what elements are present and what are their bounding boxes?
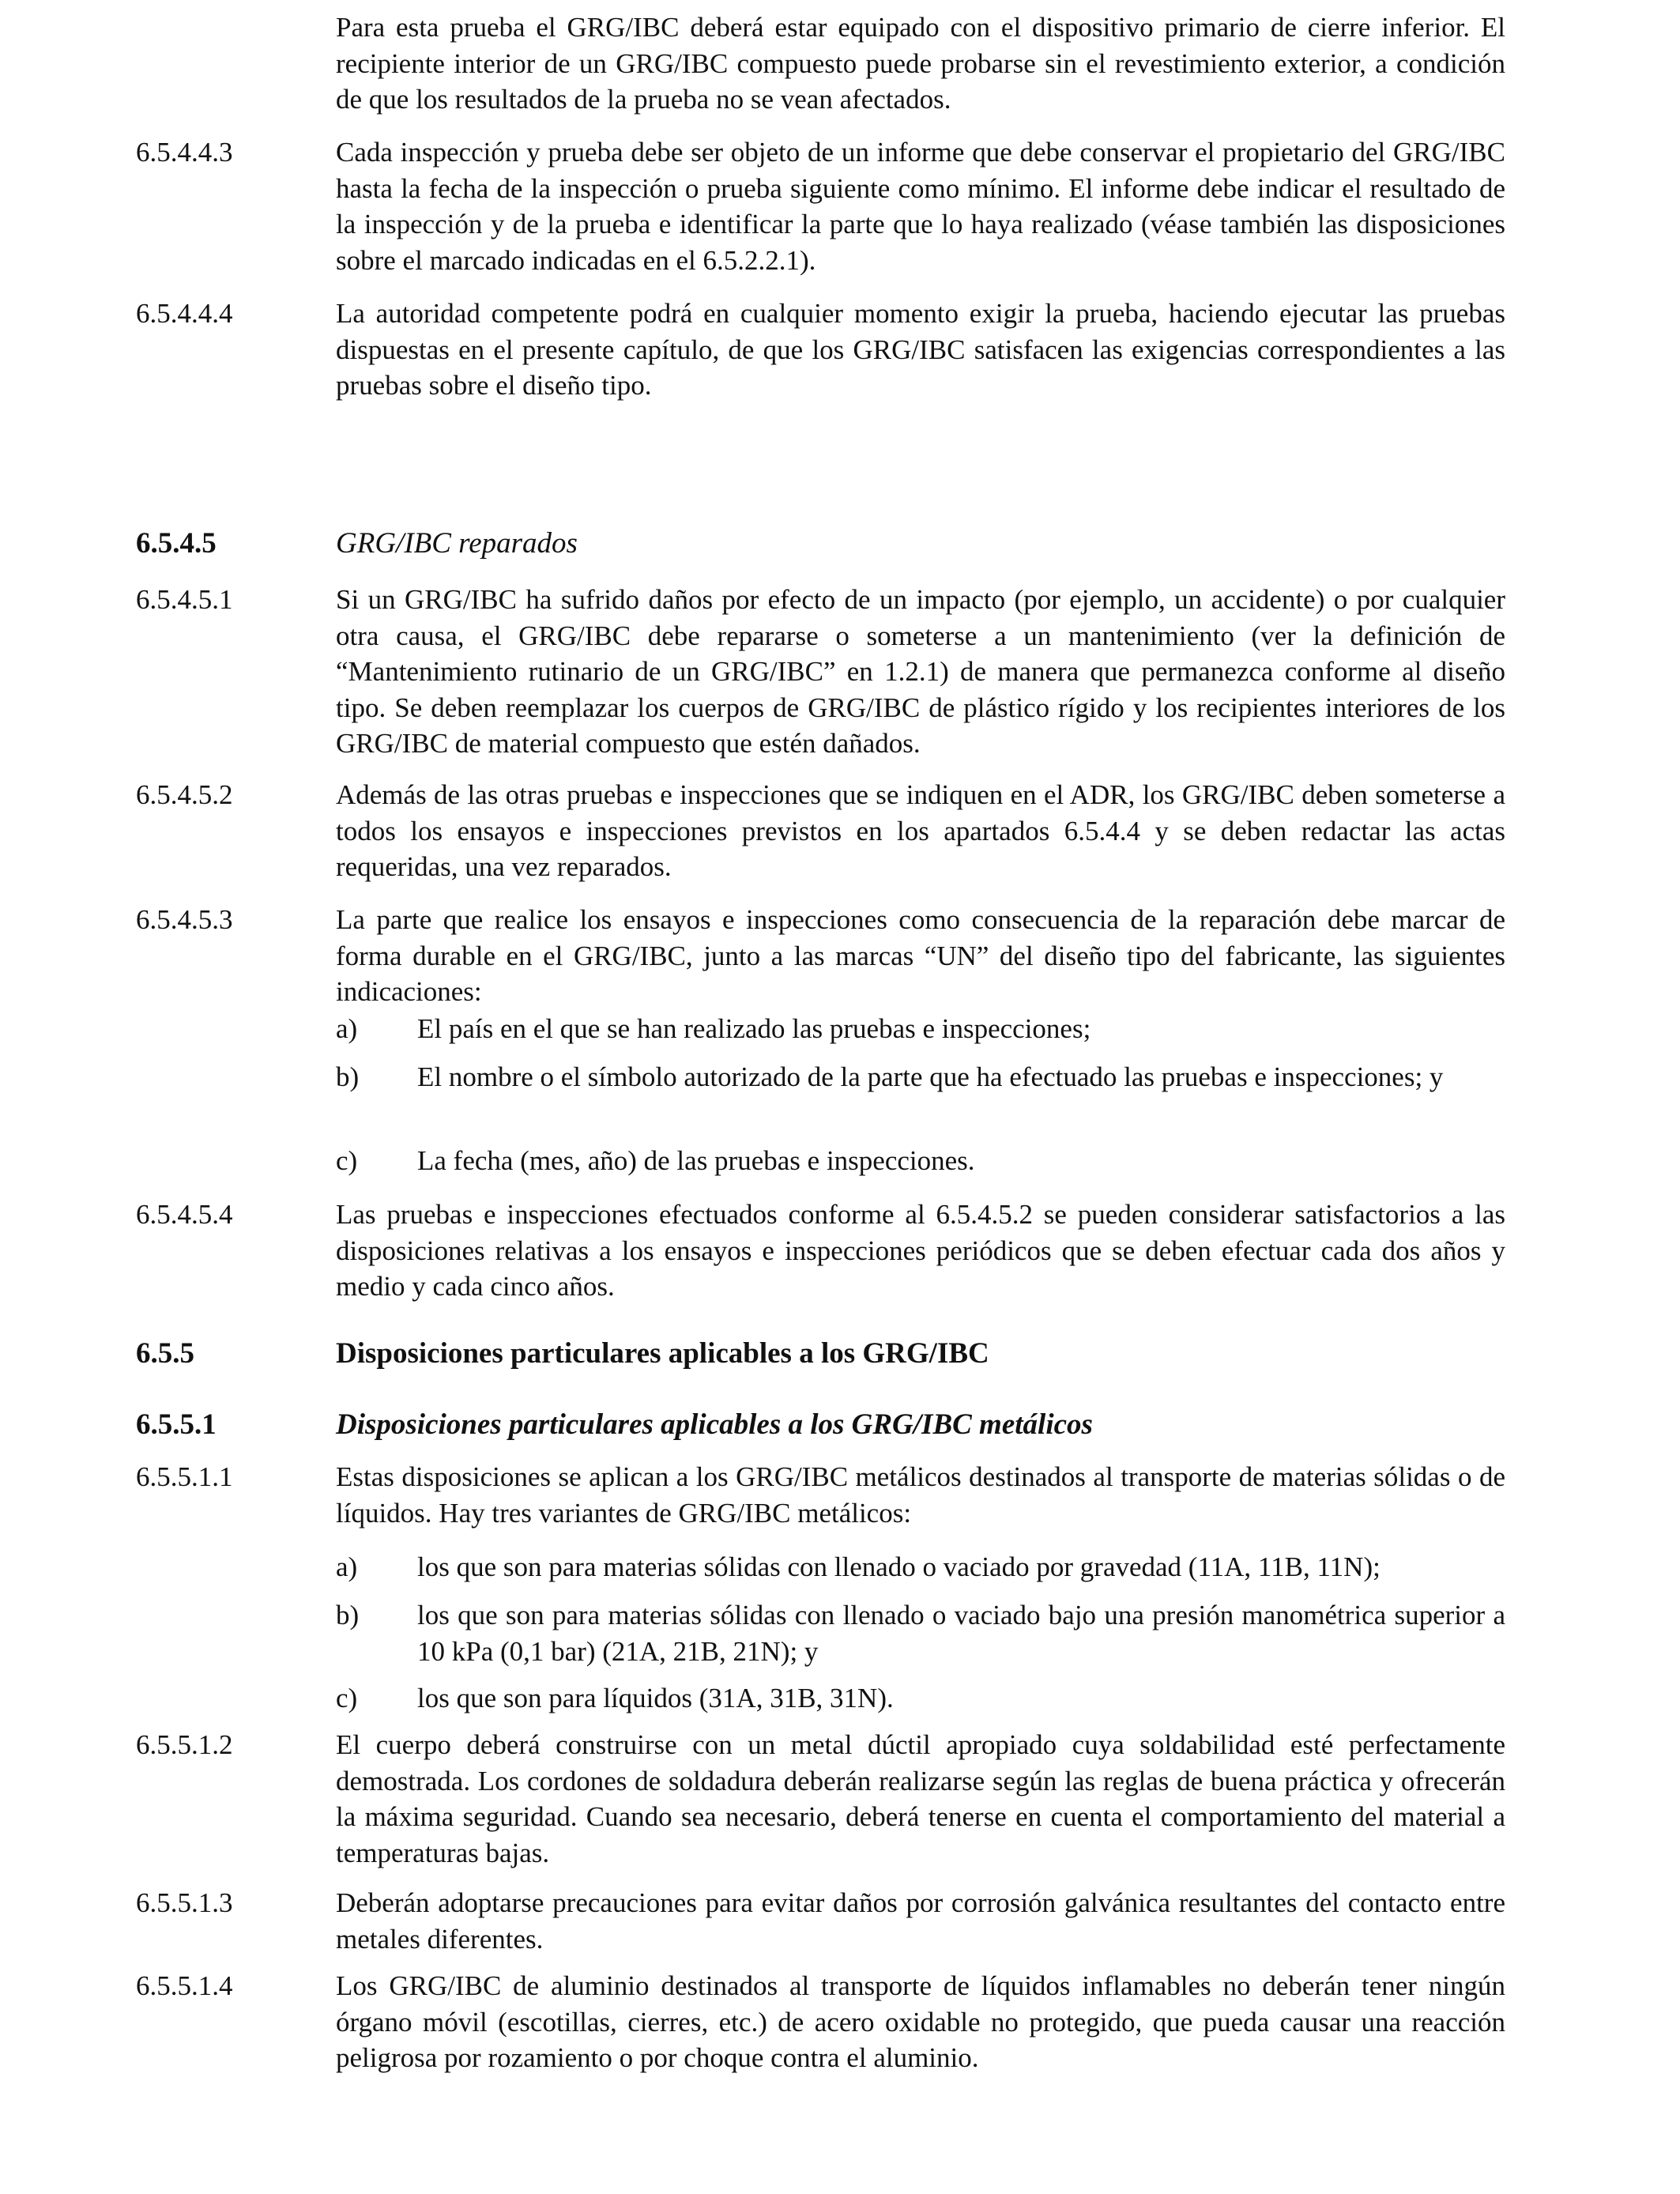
list-item-label: b) — [336, 1600, 360, 1630]
section-text: Deberán adoptarse precauciones para evitar daños por corrosión galvánica resultantes del contacto entre metales diferentes. — [336, 1887, 1505, 1955]
list-item-label: a) — [336, 1013, 358, 1044]
list-item-text: los que son para líquidos (31A, 31B, 31N). — [417, 1683, 894, 1713]
section-text: Las pruebas e inspecciones efectuados conforme al 6.5.4.5.2 se pueden considerar satisfactorios a las disposiciones relativas a los ensayos e inspecciones periódicos que se deben efectuar cada dos años y medio y cada cinco años. — [336, 1199, 1505, 1302]
list-item-label: b) — [336, 1061, 360, 1092]
heading-title: Disposiciones particulares aplicables a los GRG/IBC metálicos — [336, 1408, 1093, 1441]
paragraph-text: Para esta prueba el GRG/IBC deberá estar equipado con el dispositivo primario de cierre inferior. El recipiente interior de un GRG/IBC compuesto puede probarse sin el revestimiento exterior, a condición de que los resultados de la prueba no se vean afectados. — [336, 12, 1505, 115]
section-text: Si un GRG/IBC ha sufrido daños por efecto de un impacto (por ejemplo, un accidente) o por cualquier otra causa, el GRG/IBC debe repararse o someterse a un mantenimiento (ver la definición de “Mantenimiento rutinario de un GRG/IBC” en 1.2.1) de manera que permanezca conforme al diseño tipo. Se deben reemplazar los cuerpos de GRG/IBC de plástico rígido y los recipientes interiores de los GRG/IBC de material compuesto que estén dañados. — [336, 584, 1505, 759]
section-text: Además de las otras pruebas e inspecciones que se indiquen en el ADR, los GRG/IBC deben someterse a todos los ensayos e inspecciones previstos en los apartados 6.5.4.4 y se deben redactar las actas requeridas, una vez reparados. — [336, 779, 1505, 882]
section-number: 6.5.5.1.3 — [136, 1887, 233, 1918]
section-text: La autoridad competente podrá en cualquier momento exigir la prueba, haciendo ejecutar las pruebas dispuestas en el presente capítulo, de que los GRG/IBC satisfacen las exigencias correspondientes a las pruebas sobre el diseño tipo. — [336, 298, 1505, 401]
section-number: 6.5.4.5.2 — [136, 779, 233, 810]
section-number: 6.5.5.1.1 — [136, 1461, 233, 1492]
heading-title: Disposiciones particulares aplicables a los GRG/IBC — [336, 1337, 989, 1370]
list-item-text: los que son para materias sólidas con llenado o vaciado bajo una presión manométrica superior a 10 kPa (0,1 bar) (21A, 21B, 21N); y — [417, 1600, 1505, 1667]
heading-number: 6.5.5 — [136, 1337, 194, 1370]
section-text: Estas disposiciones se aplican a los GRG/IBC metálicos destinados al transporte de materias sólidas o de líquidos. Hay tres variantes de GRG/IBC metálicos: — [336, 1461, 1505, 1529]
list-item-text: El país en el que se han realizado las pruebas e inspecciones; — [417, 1013, 1091, 1044]
list-item-text: los que son para materias sólidas con llenado o vaciado por gravedad (11A, 11B, 11N); — [417, 1551, 1381, 1582]
section-number: 6.5.5.1.4 — [136, 1970, 233, 2001]
list-item-label: a) — [336, 1551, 358, 1582]
section-text: La parte que realice los ensayos e inspecciones como consecuencia de la reparación debe marcar de forma durable en el GRG/IBC, junto a las marcas “UN” del diseño tipo del fabricante, las siguientes indicaciones: — [336, 904, 1505, 1007]
section-text: Cada inspección y prueba debe ser objeto de un informe que debe conservar el propietario del GRG/IBC hasta la fecha de la inspección o prueba siguiente como mínimo. El informe debe indicar el resultado de la inspección y de la prueba e identificar la parte que lo haya realizado (véase también las disposiciones sobre el marcado indicadas en el 6.5.2.2.1). — [336, 137, 1505, 276]
section-number: 6.5.4.5.4 — [136, 1199, 233, 1230]
section-text: Los GRG/IBC de aluminio destinados al transporte de líquidos inflamables no deberán tener ningún órgano móvil (escotillas, cierres, etc.) de acero oxidable no protegido, que pueda causar una reacción peligrosa por rozamiento o por choque contra el aluminio. — [336, 1970, 1505, 2073]
heading-number: 6.5.4.5 — [136, 527, 217, 560]
section-text: El cuerpo deberá construirse con un metal dúctil apropiado cuya soldabilidad esté perfectamente demostrada. Los cordones de soldadura deberán realizarse según las reglas de buena práctica y ofrecerán la máxima seguridad. Cuando sea necesario, deberá tenerse en cuenta el comportamiento del material a temperaturas bajas. — [336, 1729, 1505, 1868]
list-item-text: La fecha (mes, año) de las pruebas e inspecciones. — [417, 1145, 975, 1176]
list-item-label: c) — [336, 1145, 358, 1176]
section-number: 6.5.5.1.2 — [136, 1729, 233, 1760]
section-number: 6.5.4.5.1 — [136, 584, 233, 615]
heading-number: 6.5.5.1 — [136, 1408, 217, 1441]
section-number: 6.5.4.5.3 — [136, 904, 233, 935]
heading-title: GRG/IBC reparados — [336, 527, 578, 560]
list-item-label: c) — [336, 1683, 358, 1713]
section-number: 6.5.4.4.4 — [136, 298, 233, 329]
list-item-text: El nombre o el símbolo autorizado de la parte que ha efectuado las pruebas e inspecciones; y — [417, 1061, 1444, 1092]
section-number: 6.5.4.4.3 — [136, 137, 233, 168]
